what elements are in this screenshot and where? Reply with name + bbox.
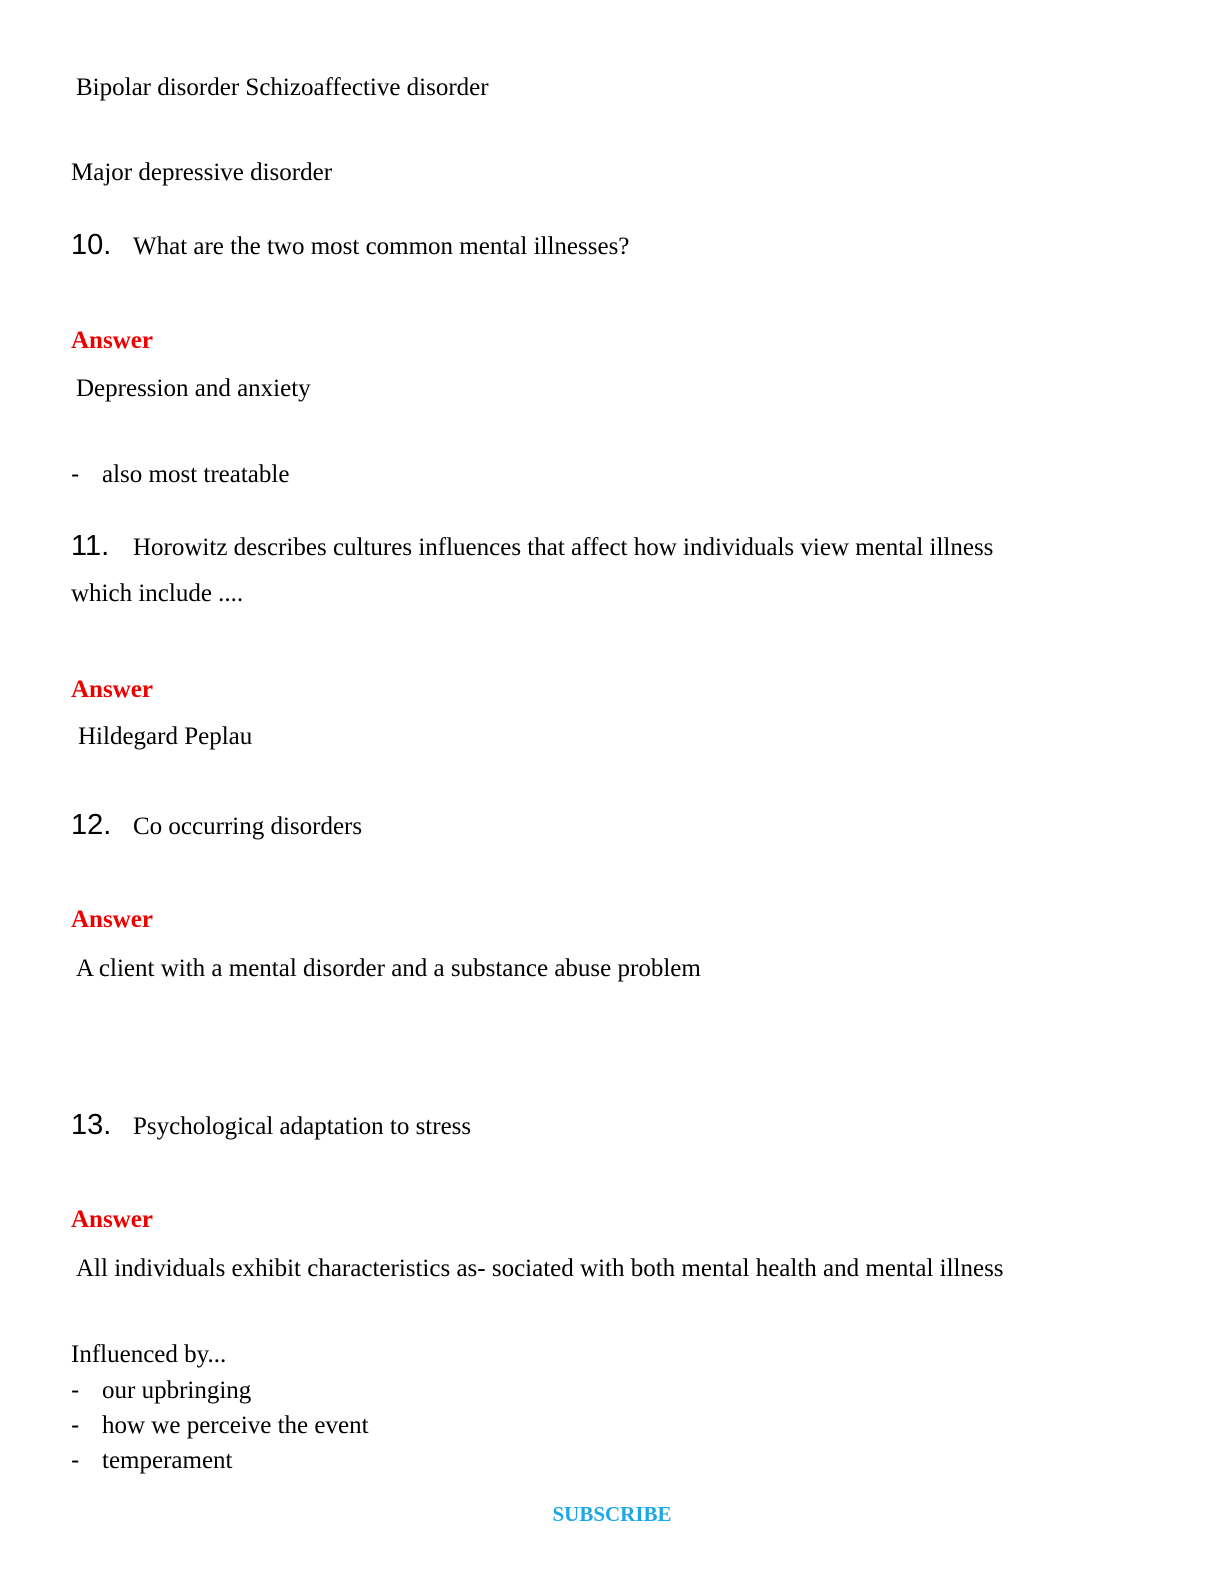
subscribe-link[interactable]: SUBSCRIBE [552, 1502, 672, 1526]
question-text: What are the two most common mental illnesses? [133, 233, 630, 260]
bullet-dash: - [71, 1376, 80, 1404]
question-text: Horowitz describes cultures influences that affect how individuals view mental illness [133, 534, 994, 561]
question-number: 11. [71, 530, 110, 562]
list-item-text: how we perceive the event [102, 1412, 369, 1439]
bullet-dash: - [71, 460, 80, 488]
answer-text: Depression and anxiety [76, 375, 311, 402]
question-number: 10. [71, 229, 112, 261]
answer-text: Hildegard Peplau [78, 723, 253, 750]
answer-label: Answer [71, 676, 153, 703]
question-12 [71, 809, 362, 843]
answer-note-text: also most treatable [102, 461, 290, 488]
list-item-text: our upbringing [102, 1377, 252, 1404]
question-10 [71, 229, 629, 263]
disorder-list-line: Major depressive disorder [71, 159, 333, 186]
question-11 [71, 530, 993, 564]
answer-text: A client with a mental disorder and a substance abuse problem [76, 955, 701, 982]
answer-note [71, 458, 289, 491]
question-text: Co occurring disorders [133, 813, 363, 840]
bullet-dash: - [71, 1411, 80, 1439]
question-number: 13. [71, 1109, 112, 1141]
list-item [71, 1409, 369, 1442]
question-text-continued: which include .... [71, 580, 244, 607]
influenced-heading: Influenced by... [71, 1341, 227, 1368]
question-13 [71, 1109, 471, 1143]
question-text: Psychological adaptation to stress [133, 1113, 472, 1140]
answer-label: Answer [71, 327, 153, 354]
disorder-list-line: Bipolar disorder Schizoaffective disorder [76, 74, 489, 101]
question-number: 12. [71, 809, 112, 841]
answer-text: All individuals exhibit characteristics as- sociated with both mental health and mental illness [76, 1255, 1004, 1282]
answer-label: Answer [71, 906, 153, 933]
list-item [71, 1444, 233, 1477]
answer-label: Answer [71, 1206, 153, 1233]
list-item-text: temperament [102, 1447, 233, 1474]
list-item [71, 1374, 251, 1407]
bullet-dash: - [71, 1446, 80, 1474]
